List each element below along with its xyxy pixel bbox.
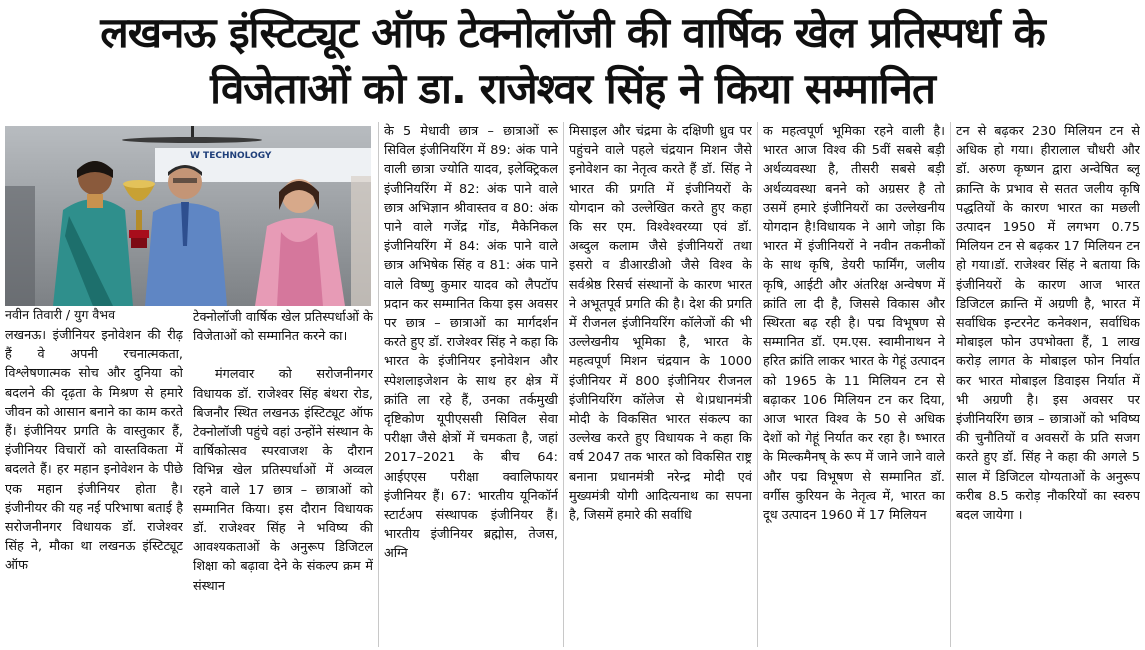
- column-divider: [757, 122, 758, 647]
- photo-illustration: [5, 126, 371, 306]
- article-text: मंगलवार को सरोजनीनगर विधायक डॉ. राजेश्वर सिंह बंथरा रोड, बिजनौर स्थित लखनऊ इंस्टिट्यूट ऑफ टेक्नोलॉजी पहुंचे वहां उन्होंने संस्थान के वार्षिकोत्सव स्परवाजश के दौरान विभिन्न खेल प्रतिस्पर्धाओं में अव्वल रहने वाले 17 छात्र – छात्राओं को सम्मानित किया। इस दौरान विधायक डॉ. राजेश्वर सिंह ने भविष्य की आवश्यकताओं के अनुरूप डिजिटल शिक्षा को बढ़ावा देने के संकल्प क्रम में संस्थान: [193, 367, 373, 594]
- article-text: मिसाइल और चंद्रमा के दक्षिणी ध्रुव पर पहुंचने वाले पहले चंद्रयान मिशन जैसे इनोवेशन का नेतृत्व करते हैं डॉ. सिंह ने भारत की प्रगति में इंजीनियरों के योगदान को उल्लेखित करते हुए कहा कि सर एम. विश्वेश्वरय्या एवं डॉ. अब्दुल कलाम जैसे इंजीनियरों तथा इसरो व डीआरडीओ जैसे विश्व के सर्वश्रेष्ठ रिसर्च संस्थानों के कारण भारत ने अभूतपूर्व प्रगति की है। देश की प्रगति में रीजनल इंजीनियरिंग कॉलेजों की भी उल्लेखनीय भूमिका है, भारत के महत्वपूर्ण मिशन चंद्रयान के 1000 इंजीनियर में 800 इंजीनियर रीजनल इंजीनियरिंग कॉलेज से थे।प्रधानमंत्री मोदी के विकसित भारत संकल्प का उल्लेख करते हुए विधायक ने कहा कि वर्ष 2047 तक भारत को विकसित राष्ट्र बनाना प्रधानमंत्री नरेन्द्र मोदी एवं मुख्यमंत्री योगी आदित्यनाथ का सपना है, जिसमें हमारे की सर्वाधि: [569, 124, 752, 524]
- article-column-1: [5, 326, 183, 648]
- article-text: टेक्नोलॉजी वार्षिक खेल प्रतिस्पर्धाओं के विजेताओं को सम्मानित करने का।: [193, 310, 373, 345]
- article-column-5: [763, 122, 945, 648]
- article-column-4: [569, 122, 752, 648]
- banner-text: W TECHNOLOGY: [190, 151, 272, 161]
- column-divider: [563, 122, 564, 647]
- column-divider: [950, 122, 951, 647]
- photo-caption: नवीन तिवारी / युग वैभव: [5, 307, 116, 322]
- article-column-3: [384, 122, 558, 648]
- headline-line-2: विजेताओं को डा. राजेश्वर सिंह ने किया सम्मानित: [210, 64, 935, 113]
- article-text: लखनऊ। इंजीनियर इनोवेशन की रीढ़ हैं वे अपनी रचनात्मकता, विश्लेषणात्मक सोच और दुनिया को बदलने की दृढ़ता के मिश्रण से हमारे जीवन को आसान बनाने का काम करते हैं। इंजीनियर प्रगति के वास्तुकार हैं, इंजीनियर विचारों को वास्तविकता में बदलते हैं। हर महान इनोवेशन के पीछे एक महान इंजीनियर होता है। इंजीनीयर की यह नई परिभाषा बताई है सरोजनीनगर विधायक डॉ. राजेश्वर सिंह ने, मौका था लखनऊ इंस्टिट्यूट ऑफ: [5, 328, 183, 574]
- article-column-6: [956, 122, 1140, 648]
- article-text: टन से बढ़कर 230 मिलियन टन से अधिक हो गया। हीरालाल चौधरी और डॉ. अरुण कृष्णन द्वारा अन्वेषित ब्लू क्रान्ति के प्रभाव से सतत जलीय कृषि पद्धतियों के कारण भारत का मछली उत्पादन 1950 में लगभग 0.75 मिलियन टन से बढ़कर 17 मिलियन टन हो गया।डॉ. राजेश्वर सिंह ने बताया कि इंजीनियरों के कारण आज भारत डिजिटल क्रान्ति में अग्रणी है, भारत में सर्वाधिक इन्टरनेट कनेक्शन, सर्वाधिक मोबाइल फोन उपभोक्ता हैं, 1 लाख करोड़ लागत के मोबाइल फोन निर्यात कर भारत मोबाइल डिवाइस निर्यात में भी अग्रणी है। इस अवसर पर इंजीनियरिंग छात्र – छात्राओं को भविष्य की चुनौतियों व अवसरों के प्रति सजग करते हुए डॉ. सिंह ने कहा की अगले 5 साल में डिजिटल योग्यताओं के अनुरूप करीब 8.5 करोड़ नौकरियों का स्वरुप बदल जायेगा ।: [956, 124, 1140, 524]
- headline-line-1: लखनऊ इंस्टिट्यूट ऑफ टेक्नोलॉजी की वार्षिक खेल प्रतिस्पर्धा के: [100, 8, 1045, 57]
- article-text: क महत्वपूर्ण भूमिका रहने वाली है। भारत आज विश्व की 5वीं सबसे बड़ी अर्थव्यवस्था है, तीसरी सबसे बड़ी अर्थव्यवस्था बनने को अग्रसर है तो उसमें हमारे इंजीनियरों का उल्लेखनीय योगदान है!विधायक ने आगे जोड़ा कि भारत में इंजीनियरों ने नवीन तकनीकों के साथ कृषि, डेयरी फार्मिंग, जलीय कृषि, आईटी और अंतरिक्ष अन्वेषण में क्रांति ला दी है, जिससे विकास और स्थिरता बढ़ रही है। पद्म विभूषण से सम्मानित डॉ. एम.एस. स्वामीनाथन ने हरित क्रांति लाकर भारत के गेहूं उत्पादन को 1965 के 11 मिलियन टन से बढ़ाकर 106 मिलियन टन कर दिया, आज भारत विश्व के 50 से अधिक देशों को गेहूं निर्यात कर रहा है। ष्भारत के मिल्कमैनष् के रूप में जाने जाने वाले और पद्म विभूषण से सम्मानित डॉ. वर्गीस कुरियन के नेतृत्व में, भारत का दूध उत्पादन 1960 में 17 मिलियन: [763, 124, 945, 524]
- news-photo: [5, 126, 371, 306]
- article-text: के 5 मेधावी छात्र – छात्राओं रू सिविल इंजीनियरिंग में 89: अंक पाने वाली छात्रा ज्योति यादव, इलेक्ट्रिकल इंजीनियरिंग में 82: अंक पाने वाले छात्र अभिज्ञान श्रीवास्तव व 80: अंक पाने वाले गजेंद्र गोंड, मैकेनिकल इंजीनियरिंग में 84: अंक पाने वाले छात्र अभिषेक सिंह व 81: अंक पाने वाले विष्णु कुमार यादव को लैपटॉप प्रदान कर सम्मानित किया इस अवसर पर छात्र – छात्राओं का मार्गदर्शन करते हुए डॉ. राजेश्वर सिंह ने कहा कि भारत के इंजीनियर इनोवेशन और स्पेशलाइजेशन के साथ हर क्षेत्र में क्रांति ला रहे हैं, उनका तर्कमुखी दृष्टिकोण यूपीएससी सिविल सेवा परीक्षा जैसे क्षेत्रों में चमकता है, जहां 2017–2021 के बीच 64: आईएएस परीक्षा क्वालिफायर इंजीनियर हैं। 67: भारतीय यूनिकॉर्न स्टार्टअप संस्थापक इंजीनियर हैं। भारतीय इंजीनियर ब्रह्मोस, तेजस, अग्नि: [384, 124, 558, 562]
- column-divider: [378, 122, 379, 647]
- article-column-2: [193, 308, 373, 648]
